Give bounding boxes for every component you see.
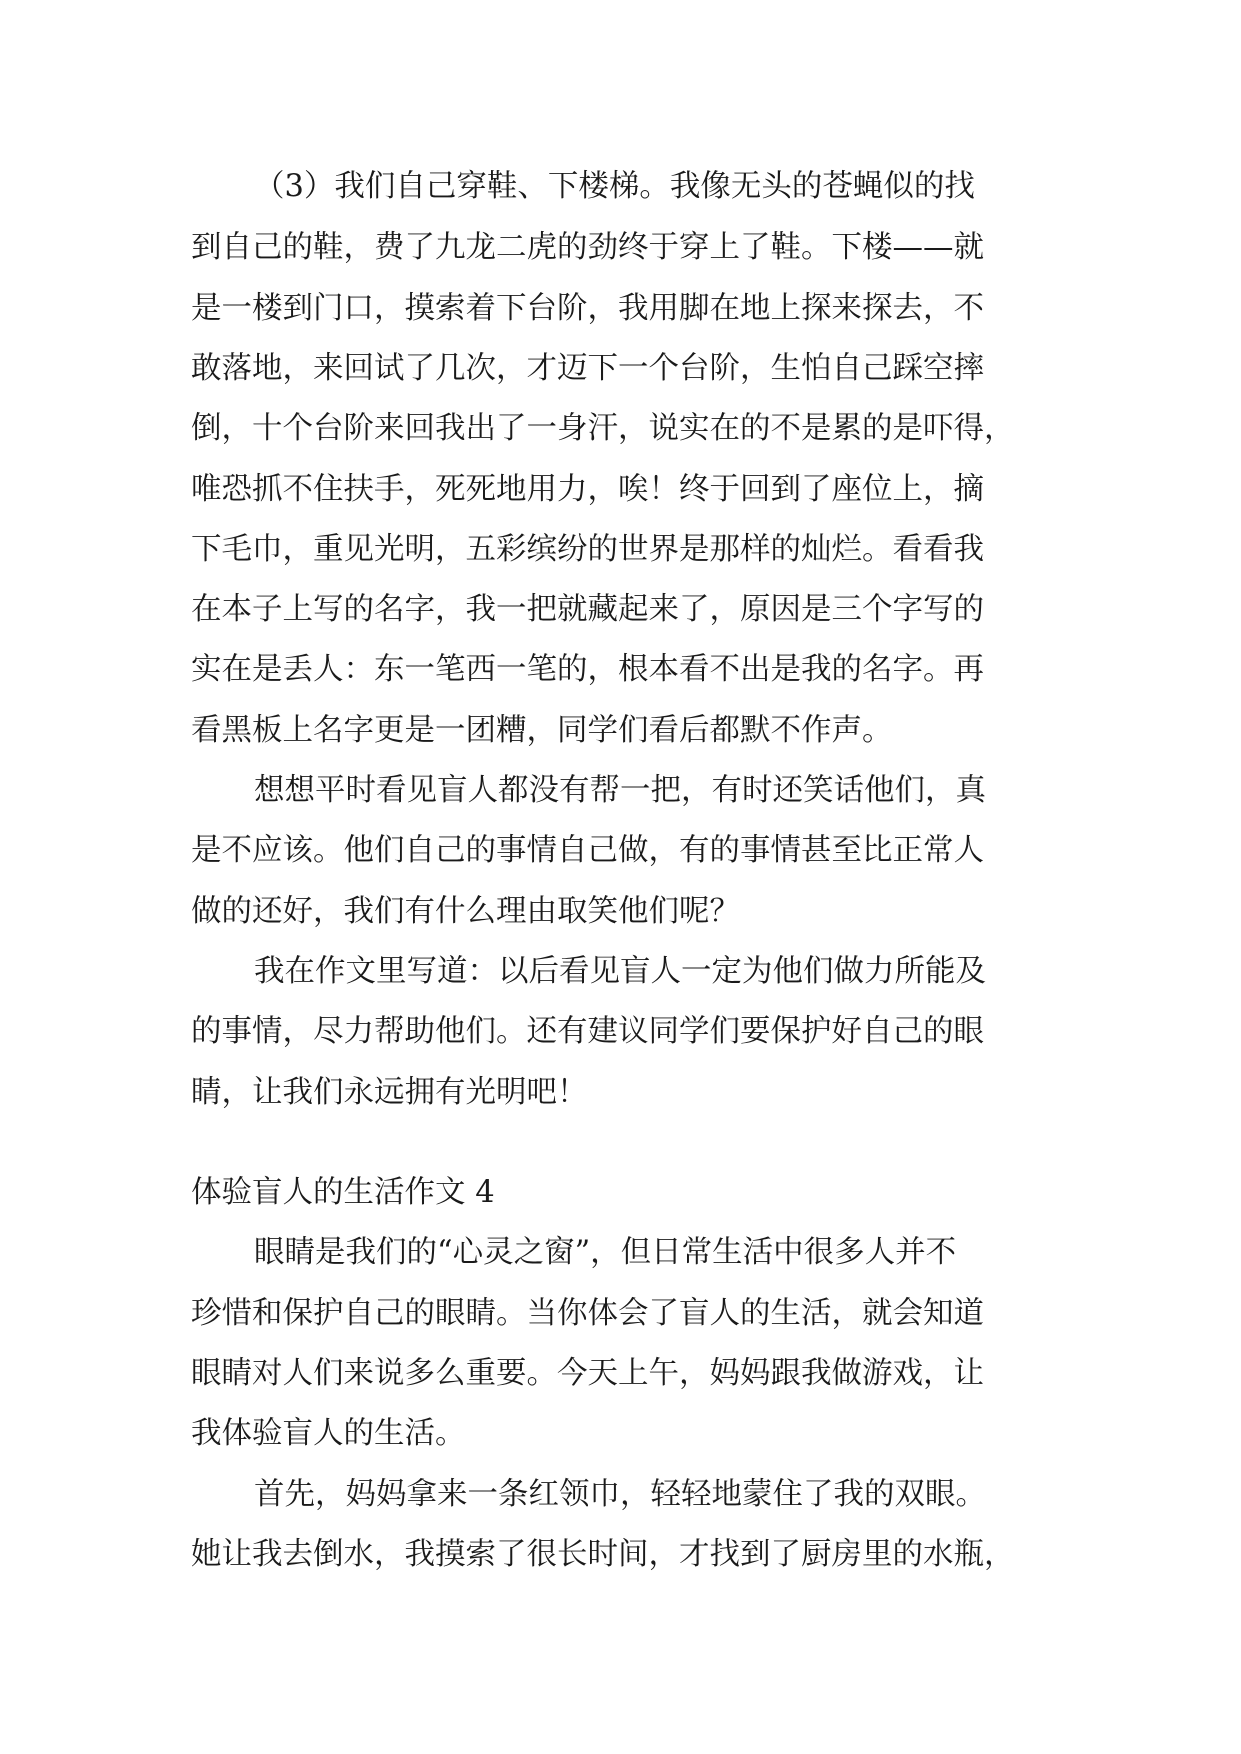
paragraph-line: 睛，让我们永远拥有光明吧！ (191, 1075, 588, 1110)
paragraph-line: 到自己的鞋，费了九龙二虎的劲终于穿上了鞋。下楼——就 (191, 230, 984, 265)
paragraph-line: 是不应该。他们自己的事情自己做，有的事情甚至比正常人 (191, 833, 984, 868)
paragraph-line: 我在作文里写道：以后看见盲人一定为他们做力所能及 (254, 954, 986, 989)
paragraph-line: 唯恐抓不住扶手，死死地用力，唉！终于回到了座位上，摘 (191, 472, 984, 507)
paragraph-line: 看黑板上名字更是一团糟，同学们看后都默不作声。 (191, 713, 893, 748)
section-heading: 体验盲人的生活作文 4 (191, 1175, 495, 1210)
paragraph-line: 下毛巾，重见光明，五彩缤纷的世界是那样的灿烂。看看我 (191, 532, 984, 567)
paragraph-line: 的事情，尽力帮助他们。还有建议同学们要保护好自己的眼 (191, 1014, 984, 1049)
paragraph-line: （3）我们自己穿鞋、下楼梯。我像无头的苍蝇似的找 (254, 169, 975, 204)
paragraph-line: 眼睛是我们的“心灵之窗”，但日常生活中很多人并不 (254, 1235, 957, 1270)
paragraph-line: 倒，十个台阶来回我出了一身汗，说实在的不是累的是吓得， (191, 411, 1015, 446)
paragraph-line: 眼睛对人们来说多么重要。今天上午，妈妈跟我做游戏，让 (191, 1356, 984, 1391)
paragraph-line: 敢落地，来回试了几次，才迈下一个台阶，生怕自己踩空摔 (191, 351, 984, 386)
paragraph-line: 首先，妈妈拿来一条红领巾，轻轻地蒙住了我的双眼。 (254, 1477, 986, 1512)
paragraph-line: 珍惜和保护自己的眼睛。当你体会了盲人的生活，就会知道 (191, 1296, 984, 1331)
paragraph-line: 做的还好，我们有什么理由取笑他们呢？ (191, 894, 740, 929)
paragraph-line: 实在是丢人：东一笔西一笔的，根本看不出是我的名字。再 (191, 652, 984, 687)
paragraph-line: 在本子上写的名字，我一把就藏起来了，原因是三个字写的 (191, 592, 984, 627)
paragraph-line: 想想平时看见盲人都没有帮一把，有时还笑话他们，真 (254, 773, 986, 808)
paragraph-line: 我体验盲人的生活。 (191, 1416, 466, 1451)
paragraph-line: 是一楼到门口，摸索着下台阶，我用脚在地上探来探去，不 (191, 291, 984, 326)
paragraph-line: 她让我去倒水，我摸索了很长时间，才找到了厨房里的水瓶， (191, 1537, 1015, 1572)
